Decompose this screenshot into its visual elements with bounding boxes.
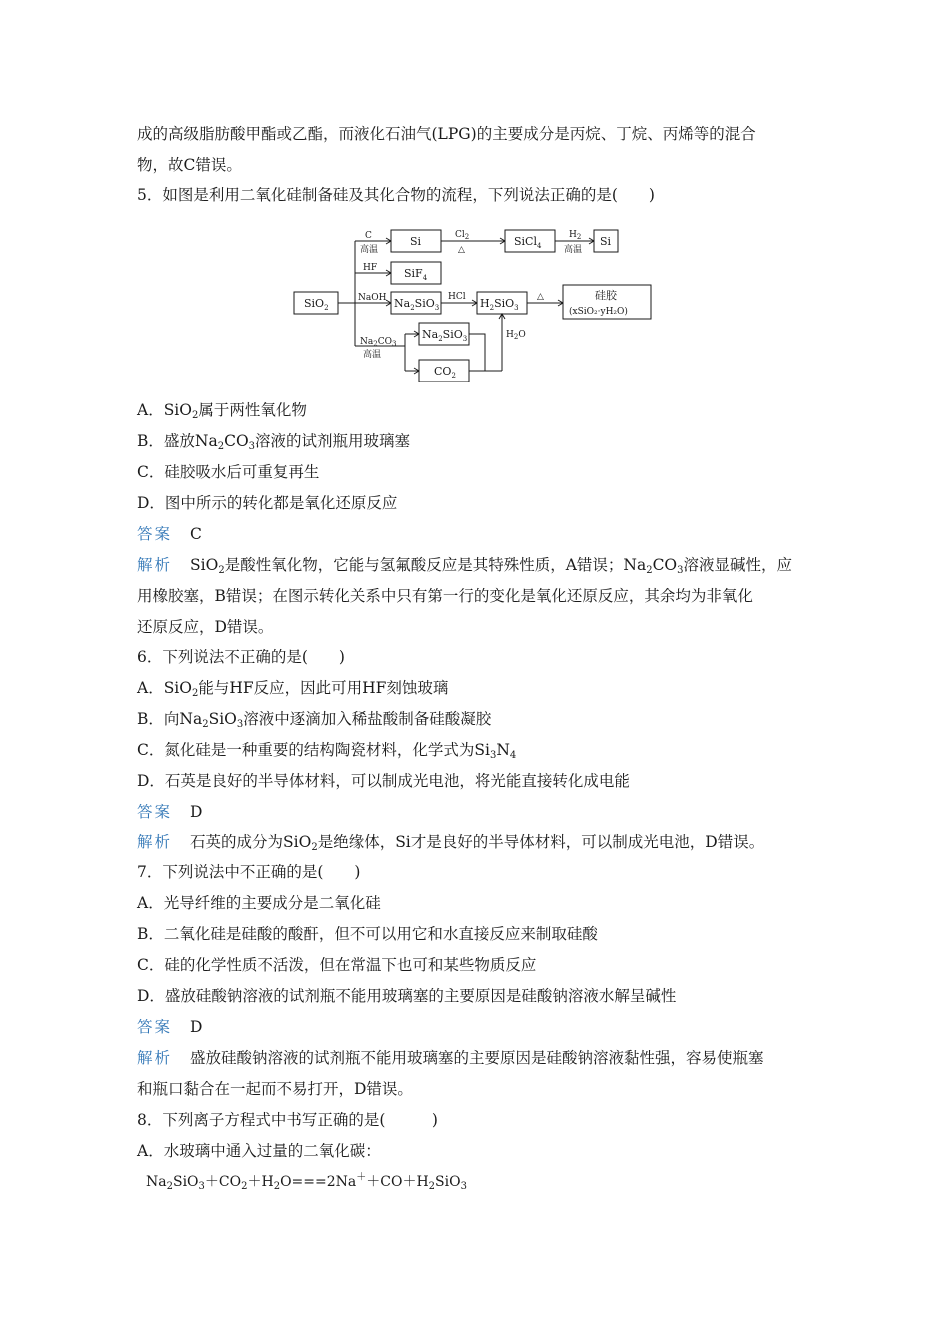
na2sio3-label-2: $Na_2SiO_3$ bbox=[422, 328, 468, 343]
silica-gel-title: 硅胶 bbox=[595, 289, 617, 302]
na2sio3-label: $Na_2SiO_3$ bbox=[394, 297, 440, 312]
q5-analysis-line2: 用橡胶塞，B错误；在图示转化关系中只有第一行的变化是氧化还原反应，其余均为非氧化 bbox=[137, 587, 753, 605]
q6-analysis: 解析 石英的成分为SiO$_2$是绝缘体，Si才是良好的半导体材料，可以制成光电池，D错误。 bbox=[137, 833, 765, 853]
silica-gel-formula: (xSiO₂·yH₂O) bbox=[569, 307, 628, 317]
q7-answer: 答案 D bbox=[137, 1018, 203, 1036]
q7-option-d: D．盛放硅酸钠溶液的试剂瓶不能用玻璃塞的主要原因是硅酸钠溶液水解呈碱性 bbox=[137, 987, 677, 1005]
label-na2co3: $Na_2CO_3$ bbox=[360, 337, 397, 348]
q5-option-a: A．SiO$_2$属于两性氧化物 bbox=[137, 401, 307, 421]
q6-option-b: B．向$Na_2SiO_3$溶液中逐滴加入稀盐酸制备硅酸凝胶 bbox=[137, 710, 492, 730]
q5-analysis-line1: 解析 SiO$_2$是酸性氧化物，它能与氢氟酸反应是其特殊性质，A错误；$Na_2CO_3$溶液显碱性，应 bbox=[137, 556, 793, 576]
q7-option-b: B．二氧化硅是硅酸的酸酐，但不可以用它和水直接反应来制取硅酸 bbox=[137, 925, 598, 943]
si-label: Si bbox=[410, 235, 422, 248]
q5-option-d: D．图中所示的转化都是氧化还原反应 bbox=[137, 494, 398, 512]
q5-option-c: C．硅胶吸水后可重复再生 bbox=[137, 463, 320, 481]
q6-option-a: A．SiO$_2$能与HF反应，因此可用HF刻蚀玻璃 bbox=[137, 679, 449, 699]
q7-option-c: C．硅的化学性质不活泼，但在常温下也可和某些物质反应 bbox=[137, 956, 537, 974]
label-gaowen: 高温 bbox=[360, 245, 379, 255]
q8-equation: $Na_2SiO_3+CO_2+H_2O===2Na^++CO+H_2SiO_3$ bbox=[146, 1172, 467, 1192]
si-product-label: Si bbox=[600, 235, 612, 248]
label-gaowen-2: 高温 bbox=[564, 245, 583, 255]
text-line: 物，故C错误。 bbox=[137, 156, 242, 174]
q6-answer: 答案 D bbox=[137, 803, 203, 821]
sicl4-label: SiCl$_4$ bbox=[514, 235, 542, 250]
sif4-label: SiF$_4$ bbox=[404, 267, 428, 282]
q8-option-a: A．水玻璃中通入过量的二氧化碳： bbox=[137, 1142, 381, 1160]
q6-option-c: C．氮化硅是一种重要的结构陶瓷材料，化学式为$Si_3N_4$ bbox=[137, 741, 517, 761]
question-5-stem: 5．如图是利用二氧化硅制备硅及其化合物的流程，下列说法正确的是( ) bbox=[137, 186, 655, 204]
q7-analysis-line1: 解析 盛放硅酸钠溶液的试剂瓶不能用玻璃塞的主要原因是硅酸钠溶液黏性强，容易使瓶塞 bbox=[137, 1049, 764, 1067]
co2-label: $CO_2$ bbox=[434, 365, 456, 380]
question-8-stem: 8．下列离子方程式中书写正确的是( ) bbox=[137, 1111, 438, 1129]
q5-analysis-line3: 还原反应，D错误。 bbox=[137, 618, 274, 636]
silicon-flow-diagram bbox=[293, 222, 663, 382]
label-gaowen-3: 高温 bbox=[363, 350, 382, 360]
label-c: C bbox=[365, 231, 372, 241]
label-hf: HF bbox=[363, 263, 378, 273]
label-naoh: NaOH bbox=[358, 293, 387, 303]
q7-analysis-line2: 和瓶口黏合在一起而不易打开，D错误。 bbox=[137, 1080, 413, 1098]
question-7-stem: 7．下列说法中不正确的是( ) bbox=[137, 863, 361, 881]
text-line: 成的高级脂肪酸甲酯或乙酯，而液化石油气(LPG)的主要成分是丙烷、丁烷、丙烯等的混合 bbox=[137, 125, 756, 143]
label-heat-2: △ bbox=[537, 292, 544, 302]
label-heat: △ bbox=[458, 245, 465, 255]
sio2-label: SiO$_2$ bbox=[304, 297, 329, 312]
label-h2o: $H_2O$ bbox=[506, 330, 526, 341]
question-6-stem: 6．下列说法不正确的是( ) bbox=[137, 648, 345, 666]
q7-option-a: A．光导纤维的主要成分是二氧化硅 bbox=[137, 894, 381, 912]
q6-option-d: D．石英是良好的半导体材料，可以制成光电池，将光能直接转化成电能 bbox=[137, 772, 630, 790]
label-h2: $H_2$ bbox=[569, 230, 582, 241]
q5-answer: 答案 C bbox=[137, 525, 202, 543]
q5-option-b: B．盛放$Na_2CO_3$溶液的试剂瓶用玻璃塞 bbox=[137, 432, 411, 452]
h2sio3-label: $H_2SiO_3$ bbox=[480, 297, 519, 312]
label-cl2: $Cl_2$ bbox=[455, 230, 470, 241]
label-hcl: HCl bbox=[448, 292, 466, 302]
